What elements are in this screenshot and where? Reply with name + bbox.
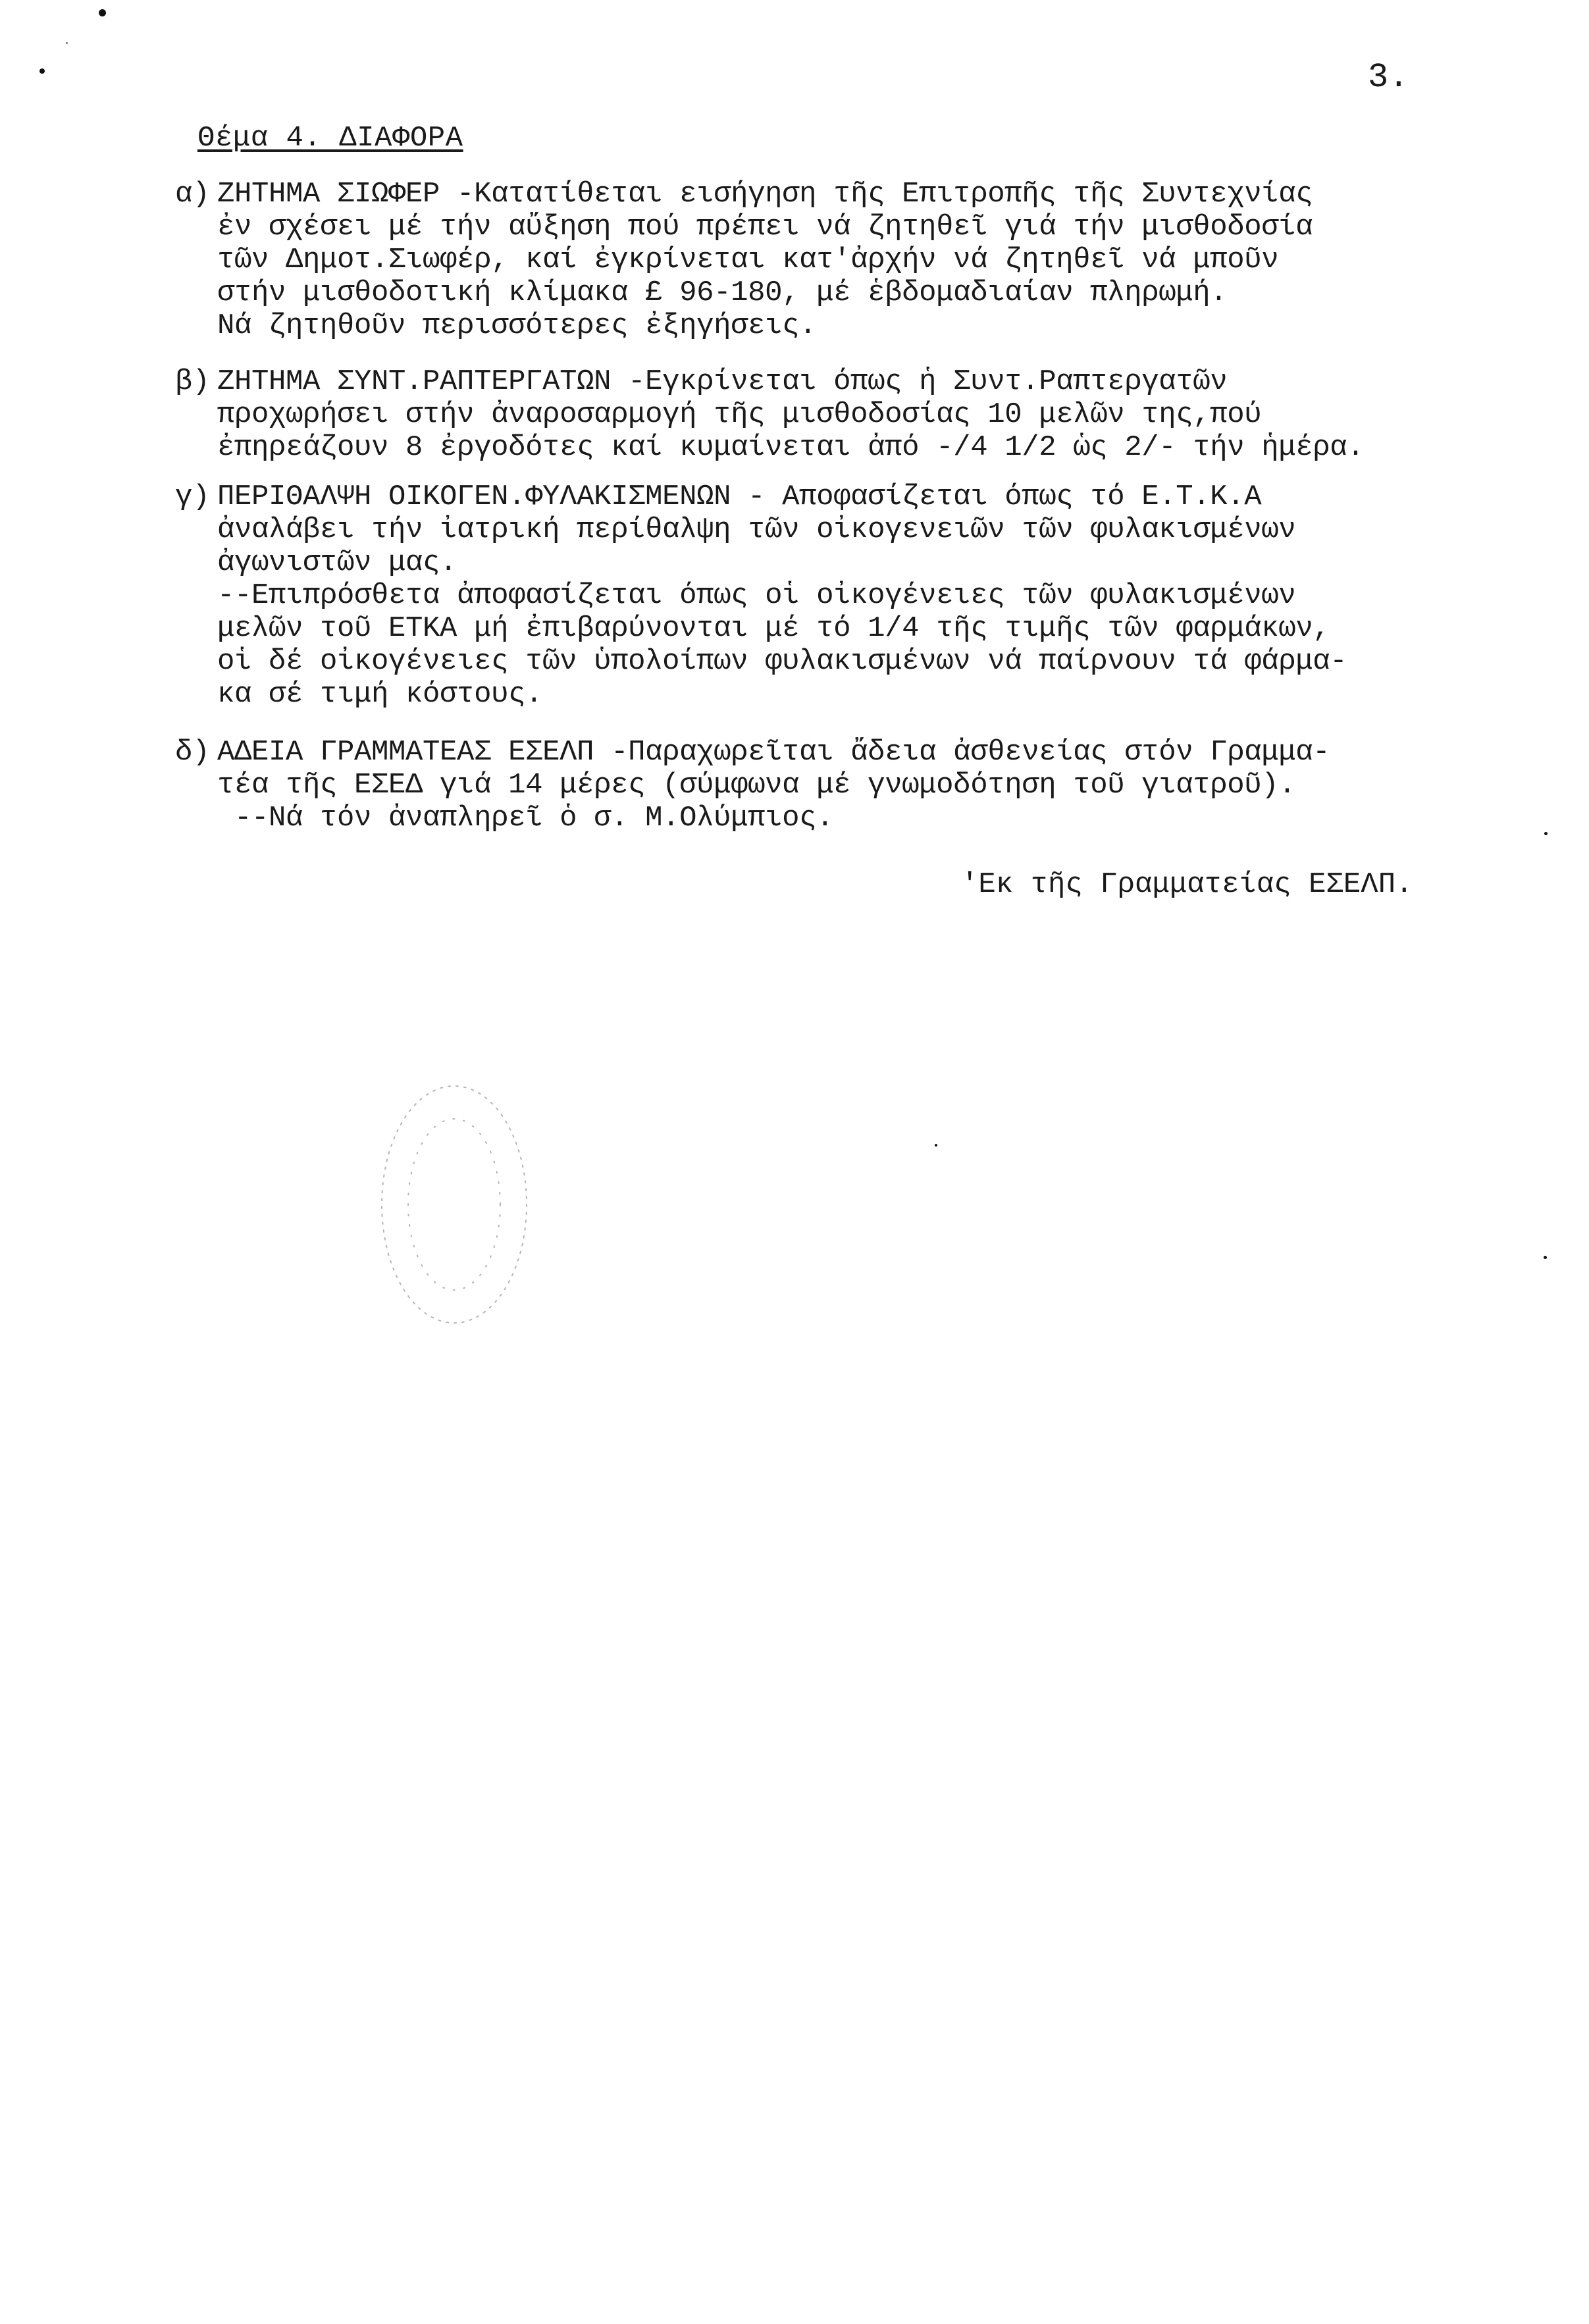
item-alpha: [175, 178, 1564, 342]
text-line: --Επιπρόσθετα ἀποφασίζεται όπως οἱ οἰκογένειες τῶν φυλακισμένων: [217, 579, 1296, 612]
text-line: στήν μισθοδοτική κλίμακα £ 96-180, μέ ἑβδομαδιαίαν πληρωμή.: [217, 276, 1228, 309]
page-number: 3.: [1368, 58, 1409, 97]
ink-speck: [99, 9, 106, 16]
section-heading: Θέμα 4. ΔΙΑΦΟΡΑ: [197, 122, 463, 155]
text-line: ἐν σχέσει μέ τήν αὔξηση πού πρέπει νά ζητηθεῖ γιά τήν μισθοδοσία: [217, 211, 1313, 244]
secretariat-signature: 'Εκ τῆς Γραμματείας ΕΣΕΛΠ.: [961, 868, 1413, 901]
text-line: --Νά τόν ἀναπληρεῖ ὁ σ. Μ.Ολύμπιος.: [217, 802, 834, 835]
item-label: α): [175, 178, 210, 211]
item-body: [217, 365, 1564, 464]
item-label: δ): [175, 736, 210, 769]
text-line: προχωρήσει στήν ἀναροσαρμογή τῆς μισθοδοσίας 10 μελῶν της,πού: [217, 398, 1262, 431]
text-line: τῶν Δημοτ.Σιωφέρ, καί ἐγκρίνεται κατ'ἀρχήν νά ζητηθεῖ νά μποῦν: [217, 244, 1279, 276]
text-line: ΠΕΡΙΘΑΛΨΗ ΟΙΚΟΓΕΝ.ΦΥΛΑΚΙΣΜΕΝΩΝ - Αποφασίζεται όπως τό Ε.Τ.Κ.Α: [217, 480, 1262, 513]
item-beta: [175, 365, 1564, 464]
text-line: ἀναλάβει τήν ἰατρική περίθαλψη τῶν οἰκογενειῶν τῶν φυλακισμένων: [217, 513, 1296, 546]
item-gamma: [175, 480, 1564, 711]
item-label: β): [175, 365, 210, 398]
text-line: μελῶν τοῦ ΕΤΚΑ μή ἐπιβαρύνονται μέ τό 1/4 τῆς τιμῆς τῶν φαρμάκων,: [217, 612, 1330, 645]
text-line: ΑΔΕΙΑ ΓΡΑΜΜΑΤΕΑΣ ΕΣΕΛΠ -Παραχωρεῖται ἄδεια ἀσθενείας στόν Γραμμα-: [217, 736, 1330, 769]
ink-speck: [66, 42, 68, 44]
item-body: [217, 736, 1564, 835]
text-line: κα σέ τιμή κόστους.: [217, 678, 543, 711]
text-line: οἱ δέ οἰκογένειες τῶν ὑπολοίπων φυλακισμένων νά παίρνουν τά φάρμα-: [217, 645, 1347, 678]
text-line: Νά ζητηθοῦν περισσότερες ἐξηγήσεις.: [217, 309, 817, 342]
item-delta: [175, 736, 1564, 835]
text-line: τέα τῆς ΕΣΕΔ γιά 14 μέρες (σύμφωνα μέ γνωμοδότηση τοῦ γιατροῦ).: [217, 769, 1296, 802]
ink-speck: [935, 1144, 937, 1147]
item-label: γ): [175, 480, 210, 513]
faded-stamp: [355, 1066, 553, 1343]
text-line: ἀγωνιστῶν μας.: [217, 546, 457, 579]
ink-speck: [39, 68, 45, 74]
text-line: ΖΗΤΗΜΑ ΣΙΩΦΕΡ -Κατατίθεται εισήγηση τῆς Επιτροπῆς τῆς Συντεχνίας: [217, 178, 1313, 211]
ink-speck: [1544, 1256, 1547, 1259]
text-line: ἐπηρεάζουν 8 ἐργοδότες καί κυμαίνεται ἀπό -/4 1/2 ὡς 2/- τήν ἡμέρα.: [217, 431, 1365, 464]
item-body: [217, 178, 1564, 342]
text-line: ΖΗΤΗΜΑ ΣΥΝΤ.ΡΑΠΤΕΡΓΑΤΩΝ -Εγκρίνεται όπως ἡ Συντ.Ραπτεργατῶν: [217, 365, 1228, 398]
item-body: [217, 480, 1564, 711]
